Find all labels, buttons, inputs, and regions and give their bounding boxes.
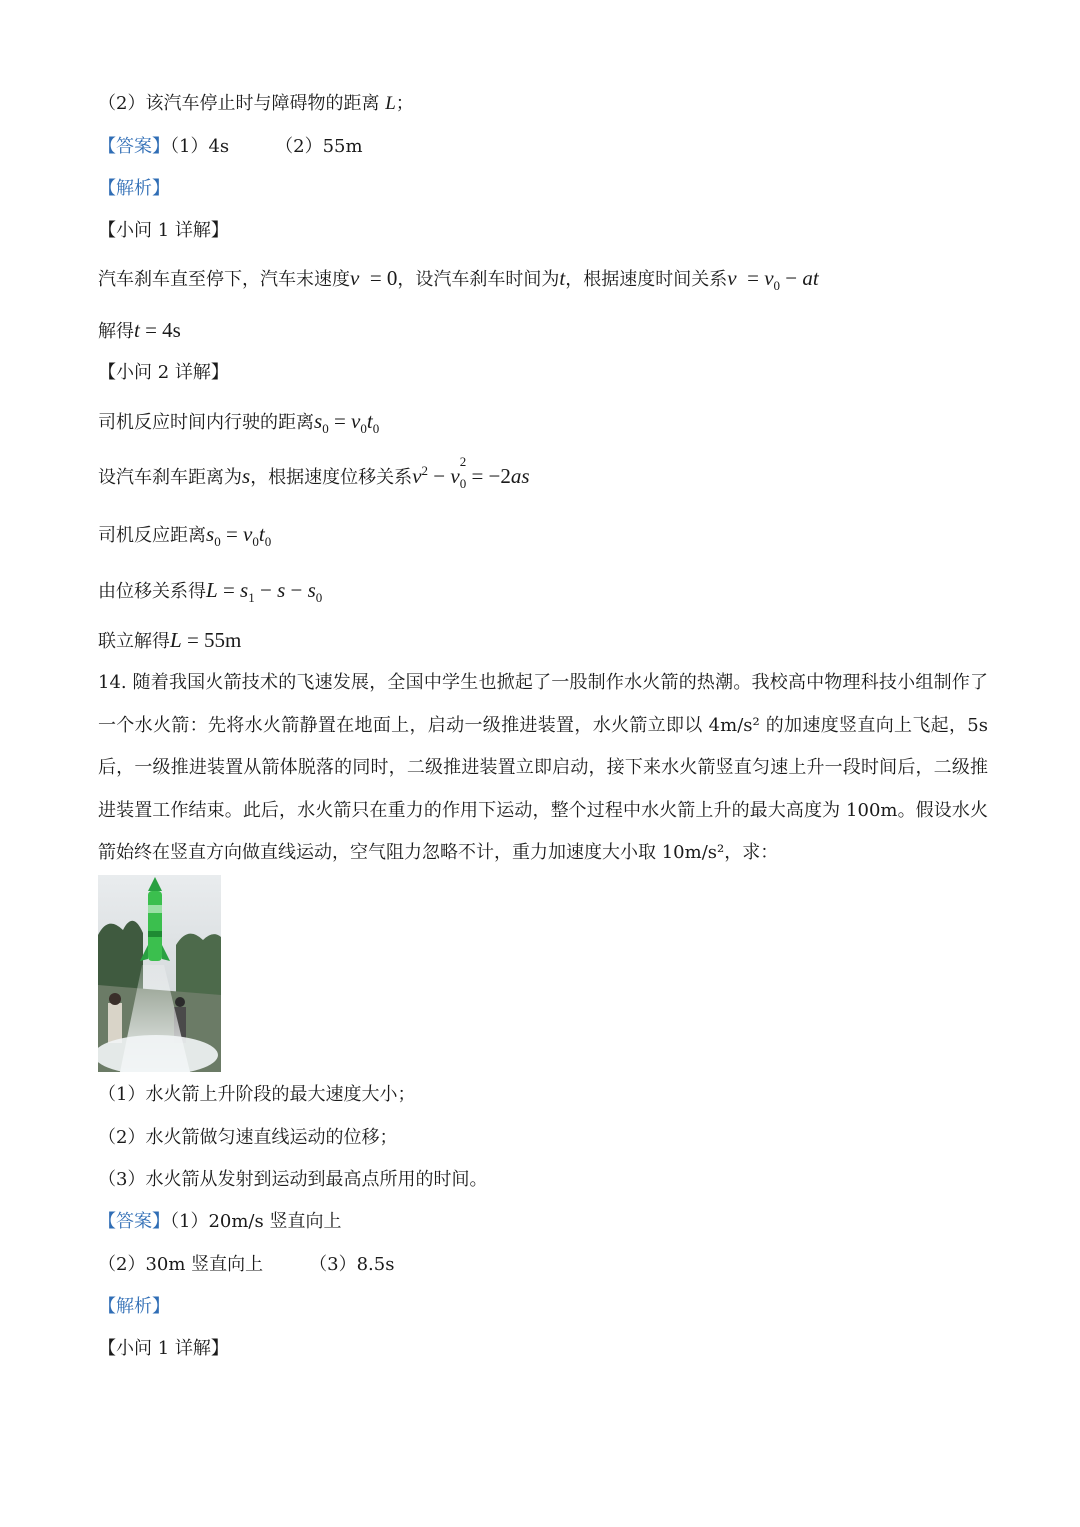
water-rocket-photo (98, 875, 221, 1072)
q14-detail1-title: 【小问 1 详解】 (98, 1338, 229, 1359)
q13-detail1-text: 汽车刹车直至停下，汽车末速度v = 0，设汽车刹车时间为t，根据速度时间关系$v = v_0$ − at (98, 266, 819, 294)
q14-sub1: （1）水火箭上升阶段的最大速度大小； (98, 1084, 416, 1105)
q14-sub2: （2）水火箭做匀速直线运动的位移； (98, 1127, 398, 1148)
q13-analysis-tag: 【解析】 (98, 178, 170, 199)
q14-sub3: （3）水火箭从发射到运动到最高点所用的时间。 (98, 1169, 488, 1190)
q14-answer: 【答案】（1）20m/s 竖直向上 (98, 1211, 342, 1232)
q13-detail1-title: 【小问 1 详解】 (98, 220, 229, 241)
q14-analysis-tag: 【解析】 (98, 1296, 170, 1317)
answer-tag: 【答案】 (98, 1211, 170, 1232)
q13-final: 联立解得L = 55m (98, 628, 242, 652)
q13-displacement-relation: 由位移关系得$L = s_1 - s - s_0$ (98, 578, 323, 606)
q13-reaction-distance-2: 司机反应距离$s_0 = v_0t_0$ (98, 522, 272, 550)
q13-sub2-prompt: （2）该汽车停止时与障碍物的距离 L； (98, 93, 414, 114)
q13-reaction-distance: 司机反应时间内行驶的距离$s_0 = v_0t_0$ (98, 409, 380, 437)
q14-stem: 14. 随着我国火箭技术的飞速发展，全国中学生也掀起了一股制作水火箭的热潮。我校高中物理科技小组制作了一个水火箭：先将水火箭静置在地面上，启动一级推进装置，水火箭立即以 4m/s² 的加速度竖直向上飞起，5s 后，一级推进装置从箭体脱落的同时，二级推进装置立即启动，接下来水火箭竖直匀速上升一段时间后，二级推进装置工作结束。此后，水火箭只在重力的作用下运动，整个过程中水火箭上升的最大高度为 100m。假设水火箭始终在竖直方向做直线运动，空气阻力忽略不计，重力加速度大小取 10m/s²，求： (98, 672, 988, 863)
q13-detail2-title: 【小问 2 详解】 (98, 362, 229, 383)
answer-tag: 【答案】 (98, 136, 170, 157)
q13-brake-distance: 设汽车刹车距离为s，根据速度位移关系$v^2 - v$ $_{2 0}$ = −2as (98, 454, 530, 492)
q13-solve1: 解得t = 4s (98, 318, 181, 342)
q13-answer: 【答案】（1）4s （2）55m (98, 136, 363, 157)
q14-answer-2: （2）30m 竖直向上 （3）8.5s (98, 1254, 395, 1275)
